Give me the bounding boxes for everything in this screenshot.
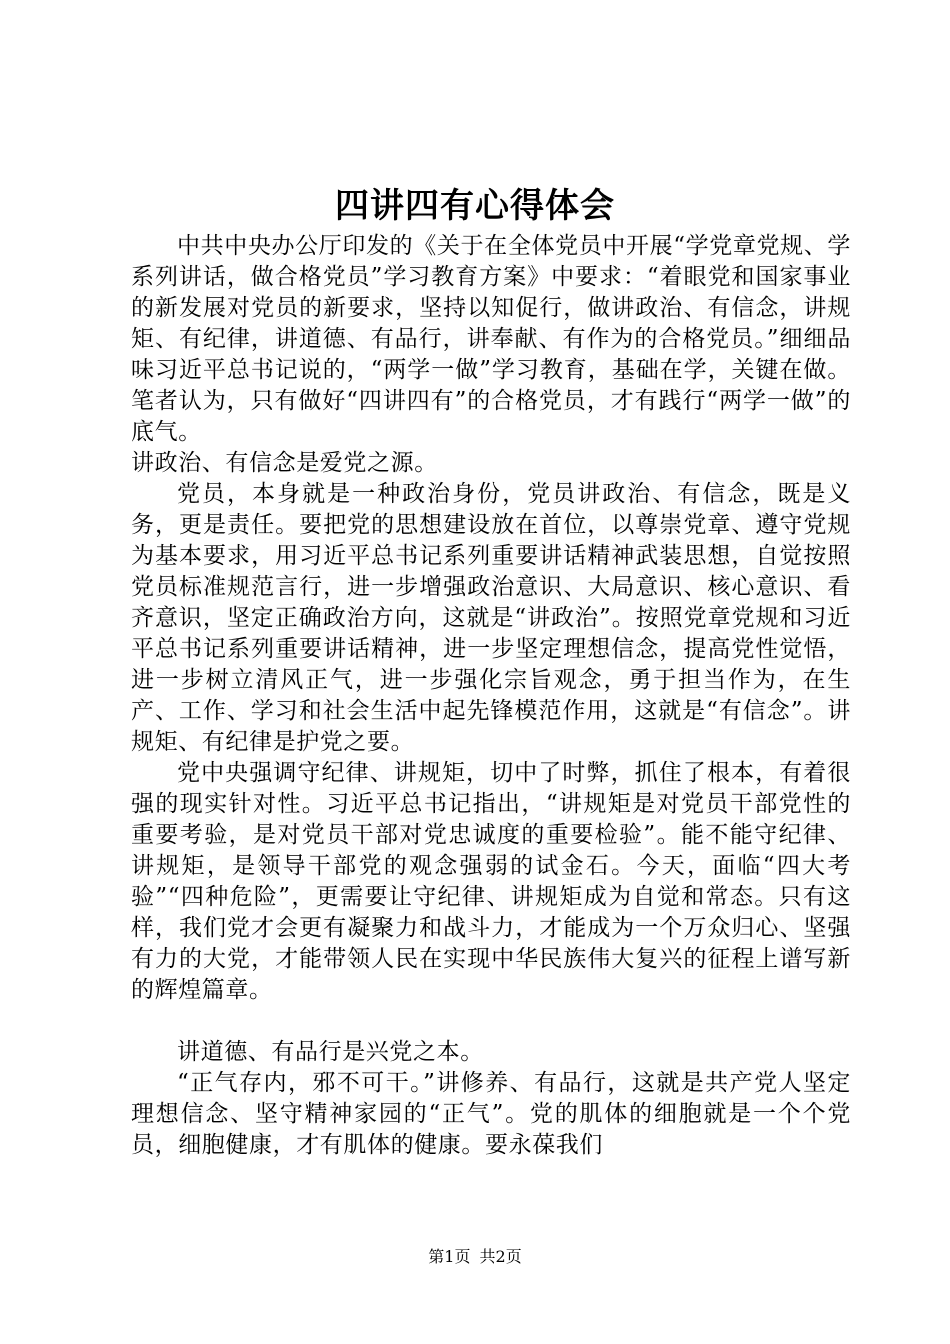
page-number: 第1页	[428, 1247, 471, 1266]
document-body	[131, 231, 851, 1161]
page-footer	[0, 1246, 950, 1268]
document-title: 四讲四有心得体会	[335, 186, 615, 226]
paragraph-politics: 党员，本身就是一种政治身份，党员讲政治、有信念，既是义务，更是责任。要把党的思想建设放在首位，以尊崇党章、遵守党规为基本要求，用习近平总书记系列重要讲话精神武装思想，自觉按照党员标准规范言行，进一步增强政治意识、大局意识、核心意识、看齐意识，坚定正确政治方向，这就是“讲政治”。按照党章党规和习近平总书记系列重要讲话精神，进一步坚定理想信念，提高党性觉悟，进一步树立清风正气，进一步强化宗旨观念，勇于担当作为，在生产、工作、学习和社会生活中起先锋模范作用，这就是“有信念”。讲规矩、有纪律是护党之要。	[131, 481, 851, 755]
paragraph-intro: 中共中央办公厅印发的《关于在全体党员中开展“学党章党规、学系列讲话，做合格党员”学习教育方案》中要求：“着眼党和国家事业的新发展对党员的新要求，坚持以知促行，做讲政治、有信念，讲规矩、有纪律，讲道德、有品行，讲奉献、有作为的合格党员。”细细品味习近平总书记说的，“两学一做”学习教育，基础在学，关键在做。笔者认为，只有做好“四讲四有”的合格党员，才有践行“两学一做”的底气。	[131, 233, 851, 445]
paragraph-discipline: 党中央强调守纪律、讲规矩，切中了时弊，抓住了根本，有着很强的现实针对性。习近平总书记指出，“讲规矩是对党员干部党性的重要考验，是对党员干部对党忠诚度的重要检验”。能不能守纪律、讲规矩，是领导干部党的观念强弱的试金石。今天，面临“四大考验”“四种危险”，更需要让守纪律、讲规矩成为自觉和常态。只有这样，我们党才会更有凝聚力和战斗力，才能成为一个万众归心、坚强有力的大党，才能带领人民在实现中华民族伟大复兴的征程上谱写新的辉煌篇章。	[131, 760, 851, 1003]
paragraph-morality: “正气存内，邪不可干。”讲修养、有品行，这就是共产党人坚定理想信念、坚守精神家园的“正气”。党的肌体的细胞就是一个个党员，细胞健康，才有肌体的健康。要永葆我们	[131, 1070, 851, 1158]
paragraph-spacer	[131, 1006, 851, 1037]
page-total: 共2页	[479, 1247, 522, 1266]
section-heading-politics: 讲政治、有信念是爱党之源。	[131, 450, 438, 476]
section-heading-morality: 讲道德、有品行是兴党之本。	[177, 1039, 484, 1065]
